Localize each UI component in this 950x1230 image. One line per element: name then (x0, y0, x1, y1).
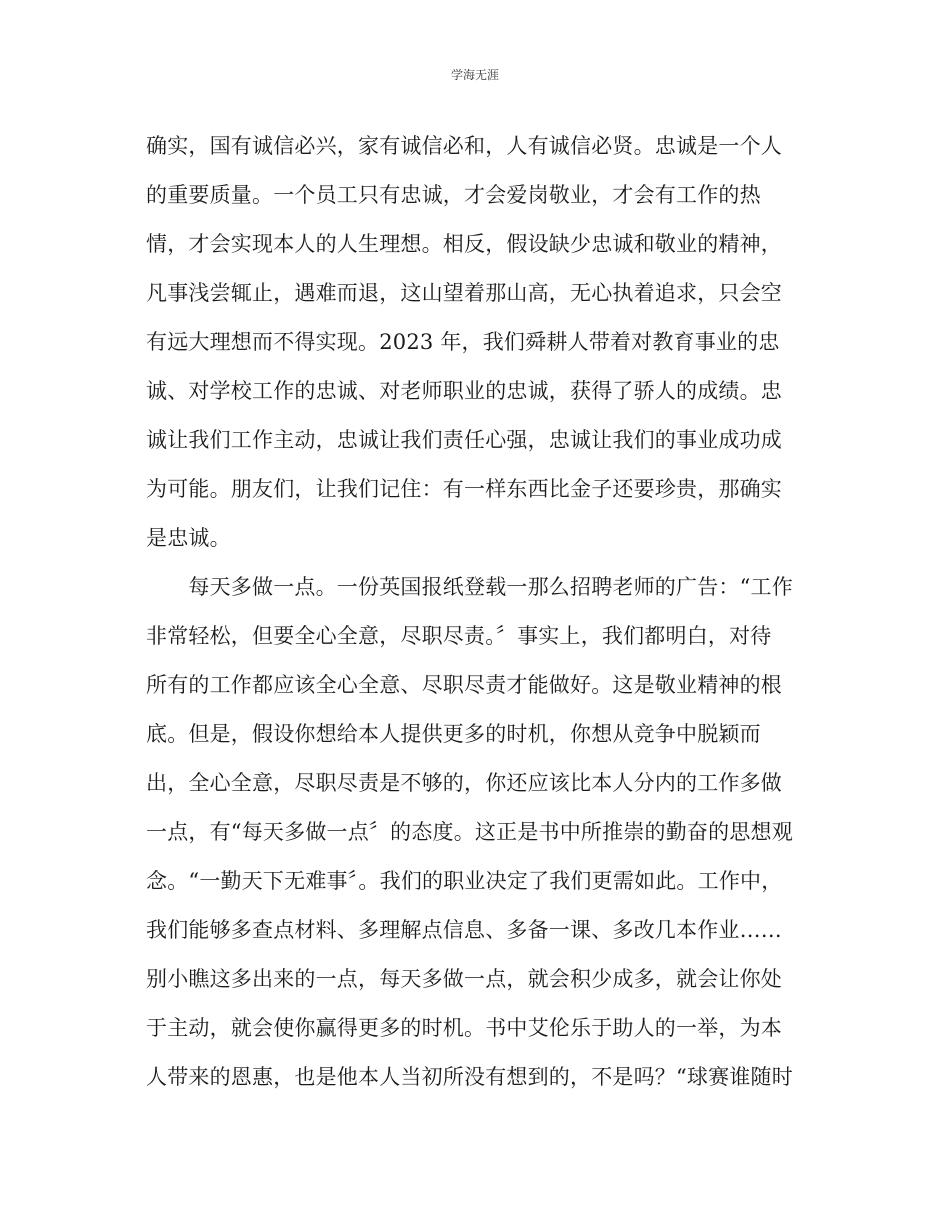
text-line: 诚让我们工作主动，忠诚让我们责任心强，忠诚让我们的事业成功成 (146, 428, 782, 452)
text-line: 凡事浅尝辄止，遇难而退，这山望着那山高，无心执着追求，只会空 (146, 281, 782, 305)
text-line: 于主动，就会使你赢得更多的时机。书中艾伦乐于助人的一举，为本 (146, 1016, 782, 1040)
paragraph-loyalty (146, 122, 810, 563)
text-line: 情，才会实现本人的人生理想。相反，假设缺少忠诚和敬业的精神， (146, 232, 782, 256)
text-line: 别小瞧这多出来的一点，每天多做一点，就会积少成多，就会让你处 (146, 967, 782, 991)
text-line: 的重要质量。一个员工只有忠诚，才会爱岗敬业，才会有工作的热 (146, 183, 761, 207)
text-line: 是忠诚。 (146, 526, 231, 550)
text-line: 我们能够多查点材料、多理解点信息、多备一课、多改几本作业…… (146, 918, 782, 942)
text-line: 念。“一勤天下无难事〞。我们的职业决定了我们更需如此。工作中， (146, 869, 783, 893)
text-line: 底。但是，假设你想给本人提供更多的时机，你想从竞争中脱颖而 (146, 722, 761, 746)
text-line: 一点，有“每天多做一点〞的态度。这正是书中所推崇的勤奋的思想观 (146, 820, 793, 844)
text-line: 每天多做一点。一份英国报纸登载一那么招聘老师的广告：“工作 (146, 575, 793, 599)
text-line: 所有的工作都应该全心全意、尽职尽责才能做好。这是敬业精神的根 (146, 673, 782, 697)
page-header: 学海无涯 (450, 68, 499, 82)
text-line: 诚、对学校工作的忠诚、对老师职业的忠诚，获得了骄人的成绩。忠 (146, 379, 782, 403)
text-line: 为可能。朋友们，让我们记住：有一样东西比金子还要珍贵，那确实 (146, 477, 782, 501)
text-line: 确实，国有诚信必兴，家有诚信必和，人有诚信必贤。忠诚是一个人 (146, 134, 782, 158)
text-line: 有远大理想而不得实现。2023 年，我们舜耕人带着对教育事业的忠 (146, 330, 780, 354)
paragraph-do-more-daily (146, 563, 810, 1102)
document-body (146, 122, 810, 1102)
text-line: 非常轻松，但要全心全意，尽职尽责。〞事实上，我们都明白，对待 (146, 624, 772, 648)
text-line: 出，全心全意，尽职尽责是不够的，你还应该比本人分内的工作多做 (146, 771, 782, 795)
text-line: 人带来的恩惠，也是他本人当初所没有想到的，不是吗？“球赛谁随时 (146, 1065, 793, 1089)
